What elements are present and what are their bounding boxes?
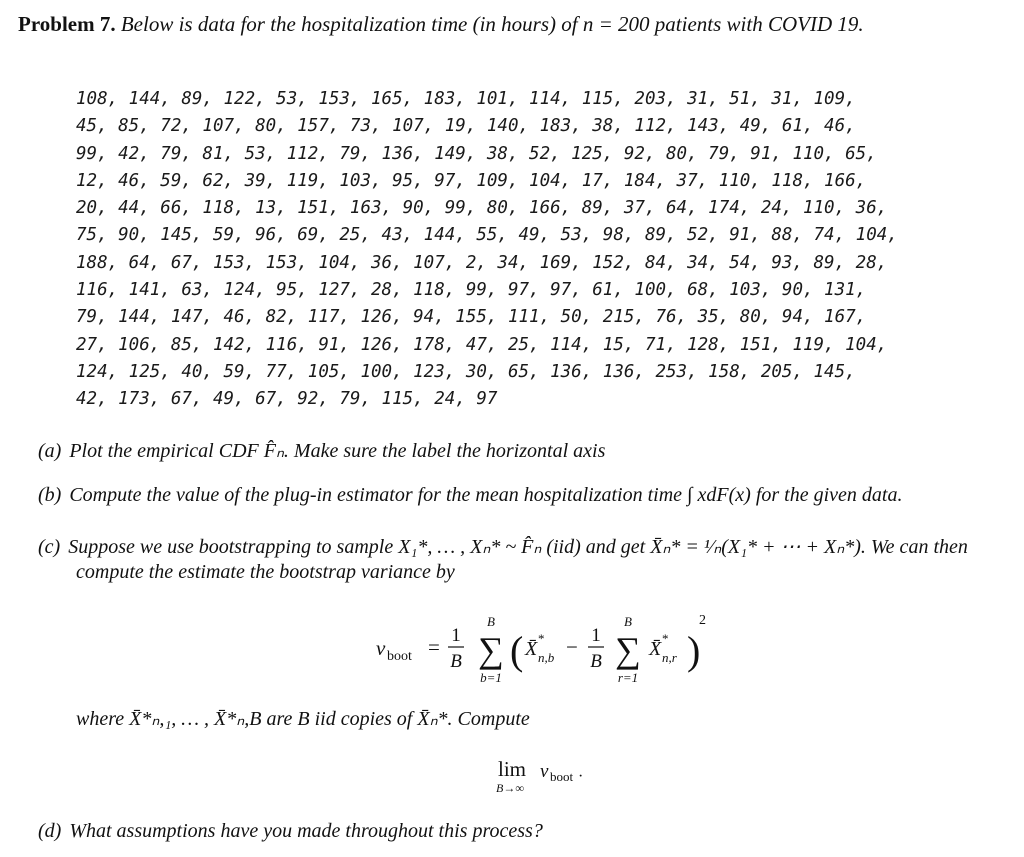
data-line-2: 45, 85, 72, 107, 80, 157, 73, 107, 19, 140, 183, 38, 112, 143, 49, 61, 46, [76, 116, 856, 137]
formula-term-inner-sub: n,r [662, 650, 677, 665]
problem-heading [18, 12, 1008, 37]
bootstrap-variance-formula [376, 606, 736, 696]
part-d-text: What assumptions have you made throughout this process? [69, 820, 543, 842]
formula-sum-upper: B [487, 614, 495, 629]
part-b [38, 484, 902, 507]
part-b-tag: (b) [38, 484, 62, 506]
data-line-6: 75, 90, 145, 59, 96, 69, 25, 43, 144, 55, 49, 53, 98, 89, 52, 91, 88, 74, 104, [76, 225, 898, 246]
formula-inner-sum-lower: r=1 [617, 670, 639, 685]
problem-statement: Below is data for the hospitalization time (in hours) of n = 200 patients with COVID 19. [120, 12, 864, 36]
data-line-8: 116, 141, 63, 124, 95, 127, 28, 118, 99, 97, 97, 61, 100, 68, 103, 90, 131, [76, 280, 867, 301]
formula-frac-den: B [450, 651, 462, 672]
data-line-3: 99, 42, 79, 81, 53, 112, 79, 136, 149, 38, 52, 125, 92, 80, 79, 91, 110, 65, [76, 143, 877, 164]
formula-term-outer: X̄ [525, 638, 538, 660]
limit-expression [496, 755, 616, 800]
part-a-text: Plot the empirical CDF F̂ₙ. Make sure the label the horizontal axis [69, 440, 606, 462]
limit-expr: v [540, 761, 549, 782]
limit-op: lim [498, 757, 527, 781]
part-c-tag: (c) [38, 536, 61, 558]
formula-paren-left: ( [510, 628, 524, 673]
formula-lhs-sub: boot [387, 649, 412, 664]
formula-sum-inner: ∑ [615, 630, 641, 670]
formula-inner-sum-upper: B [624, 614, 632, 629]
part-c [38, 534, 968, 559]
data-line-1: 108, 144, 89, 122, 53, 153, 165, 183, 101, 114, 115, 203, 31, 51, 31, 109, [76, 89, 856, 109]
part-c-text: Suppose we use bootstrapping to sample X₁*, … , Xₙ* ~ F̂ₙ (iid) and get X̄ₙ* = ¹⁄ₙ(X₁* + ⋯ + Xₙ*). We can then [68, 536, 968, 558]
data-line-10: 27, 106, 85, 142, 116, 91, 126, 178, 47, 25, 114, 15, 71, 128, 151, 119, 104, [76, 334, 888, 355]
formula-minus: − [566, 635, 578, 659]
data-line-11: 124, 125, 40, 59, 77, 105, 100, 123, 30, 65, 136, 136, 253, 158, 205, 145, [76, 361, 856, 382]
formula-power: 2 [699, 613, 706, 628]
part-b-text: Compute the value of the plug-in estimator for the mean hospitalization time ∫ xdF(x) for the given data. [69, 484, 903, 506]
where-line: where X̄*ₙ,₁, … , X̄*ₙ,B are B iid copies of X̄ₙ*. Compute [76, 708, 530, 730]
formula-inner-frac-num: 1 [591, 625, 601, 646]
data-block [76, 86, 1021, 414]
part-c-continuation: compute the estimate the bootstrap variance by [76, 561, 455, 583]
part-a-tag: (a) [38, 440, 62, 462]
limit-period: · [578, 768, 584, 785]
formula-term-outer-sub: n,b [538, 650, 555, 665]
limit-below: B→∞ [496, 781, 524, 795]
data-line-5: 20, 44, 66, 118, 13, 151, 163, 90, 99, 80, 166, 89, 37, 64, 174, 24, 110, 36, [76, 198, 888, 219]
part-d-tag: (d) [38, 820, 62, 842]
part-d [38, 820, 543, 843]
formula-paren-right: ) [687, 628, 701, 673]
part-a [38, 438, 605, 463]
formula-inner-frac-den: B [590, 651, 602, 672]
formula-frac-num: 1 [451, 625, 461, 646]
formula-sum-lower: b=1 [480, 670, 502, 685]
formula-term-inner: X̄ [649, 638, 662, 660]
formula-equals: = [428, 635, 440, 659]
problem-label: Problem 7. [18, 12, 116, 36]
formula-lhs: v [376, 636, 386, 660]
formula-term-inner-star: * [662, 631, 669, 646]
data-line-7: 188, 64, 67, 153, 153, 104, 36, 107, 2, 34, 169, 152, 84, 34, 54, 93, 89, 28, [76, 252, 888, 273]
data-line-4: 12, 46, 59, 62, 39, 119, 103, 95, 97, 109, 104, 17, 184, 37, 110, 118, 166, [76, 170, 867, 191]
limit-expr-sub: boot [550, 769, 574, 784]
formula-sum-outer: ∑ [478, 630, 504, 670]
formula-term-outer-star: * [538, 631, 545, 646]
data-line-9: 79, 144, 147, 46, 82, 117, 126, 94, 155, 111, 50, 215, 76, 35, 80, 94, 167, [76, 307, 867, 328]
data-line-12: 42, 173, 67, 49, 67, 92, 79, 115, 24, 97 [76, 389, 498, 410]
